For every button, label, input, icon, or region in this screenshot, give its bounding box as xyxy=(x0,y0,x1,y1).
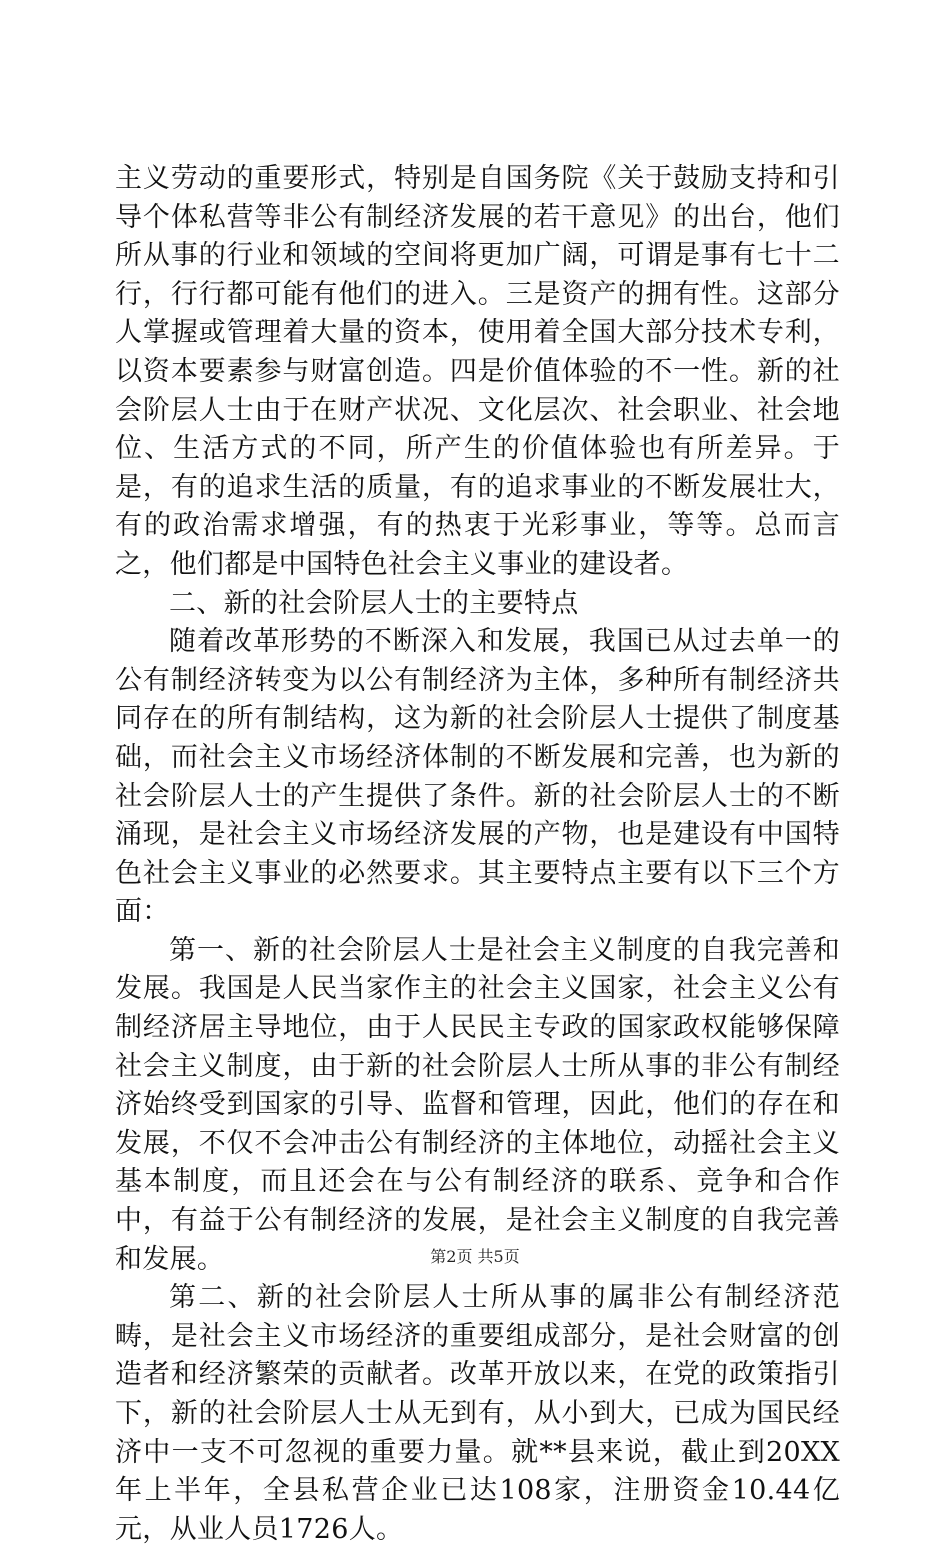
paragraph-point-one: 第一、新的社会阶层人士是社会主义制度的自我完善和发展。我国是人民当家作主的社会主义国家，社会主义公有制经济居主导地位，由于人民民主专政的国家政权能够保障社会主义制度，由于新的社会阶层人士所从事的非公有制经济始终受到国家的引导、监督和管理，因此，他们的存在和发展，不仅不会冲击公有制经济的主体地位，动摇社会主义基本制度，而且还会在与公有制经济的联系、竞争和合作中，有益于公有制经济的发展，是社会主义制度的自我完善和发展。 xyxy=(115,934,840,1275)
paragraph-point-two: 第二、新的社会阶层人士所从事的属非公有制经济范畴，是社会主义市场经济的重要组成部分，是社会财富的创造者和经济繁荣的贡献者。改革开放以来，在党的政策指引下，新的社会阶层人士从无到有，从小到大，已成为国民经济中一支不可忽视的重要力量。就**县来说，截止到20XX年上半年，全县私营企业已达108家，注册资金10.44亿元，从业人员1726人。 xyxy=(115,1282,840,1545)
section-heading: 二、新的社会阶层人士的主要特点 xyxy=(169,587,579,619)
document-body xyxy=(115,160,840,1549)
paragraph-intro: 随着改革形势的不断深入和发展，我国已从过去单一的公有制经济转变为以公有制经济为主体，多种所有制经济共同存在的所有制结构，这为新的社会阶层人士提供了制度基础，而社会主义市场经济体制的不断发展和完善，也为新的社会阶层人士的产生提供了条件。新的社会阶层人士的不断涌现，是社会主义市场经济发展的产物，也是建设有中国特色社会主义事业的必然要求。其主要特点主要有以下三个方面： xyxy=(115,626,840,928)
paragraph-continuation: 主义劳动的重要形式，特别是自国务院《关于鼓励支持和引导个体私营等非公有制经济发展的若干意见》的出台，他们所从事的行业和领域的空间将更加广阔，可谓是事有七十二行，行行都可能有他们的进入。三是资产的拥有性。这部分人掌握或管理着大量的资本，使用着全国大部分技术专利，以资本要素参与财富创造。四是价值体验的不一性。新的社会阶层人士由于在财产状况、文化层次、社会职业、社会地位、生活方式的不同，所产生的价值体验也有所差异。于是，有的追求生活的质量，有的追求事业的不断发展壮大，有的政治需求增强，有的热衷于光彩事业，等等。总而言之，他们都是中国特色社会主义事业的建设者。 xyxy=(115,163,840,580)
page-number-footer: 第2页 共5页 xyxy=(430,1247,520,1266)
